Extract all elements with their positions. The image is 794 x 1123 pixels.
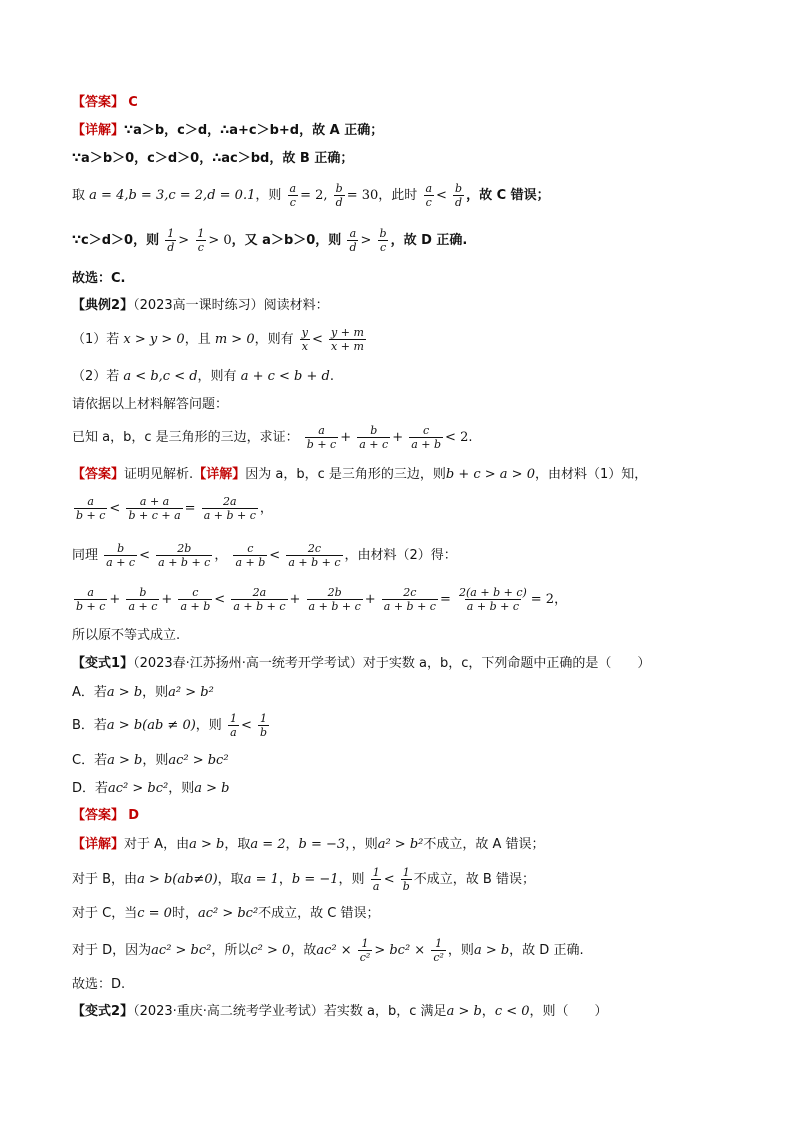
ex1-detail-line-4: ∵c＞d＞0，则 $\frac{1}{d}$ > $\frac{1}{c}$ > 0，又 a＞b＞0，则 $\frac{a}{d}$ > $\frac{b}{c}$ ，故 D 正确. (72, 227, 468, 254)
fraction-1-over-a: $\frac{1}{a}$ (229, 712, 237, 739)
fraction-1-over-c-squared: $\frac{1}{\text{c²}}$ (359, 937, 371, 964)
option-b: B．若a > b(ab ≠ 0)，则 $\frac{1}{a}$ < $\frac{1}{b}$ (72, 712, 268, 739)
fraction-a-over-bc: $\frac{a}{b + c}$ (76, 495, 106, 522)
proof-step-1: $\frac{a}{b + c}$ < $\frac{a + a}{b + c + a}$ = $\frac{2a}{a + b + c}$ ， (76, 495, 273, 522)
example2-source: （2023高一课时练习）阅读材料： (133, 298, 329, 313)
fraction-1-over-d: $\frac{1}{d}$ (167, 227, 175, 254)
ex1-answer-value: C (128, 95, 138, 110)
fraction-b-over-ac: $\frac{b}{a + c}$ (359, 424, 389, 451)
fraction-b-over-ac: $\frac{b}{a + c}$ (128, 586, 158, 613)
proof-conclusion: 所以原不等式成立. (72, 628, 181, 643)
proof-step-2: 同理 $\frac{b}{a + c}$ < $\frac{2b}{a + b + c}$ ， $\frac{c}{a + b}$ < $\frac{2c}{a + b + c}$ ，由材料（2）得： (72, 542, 457, 569)
fraction-1-over-b: $\frac{1}{b}$ (260, 712, 268, 739)
fraction-y-over-x: $\frac{y}{x}$ (301, 326, 308, 353)
fraction-a-over-bc: $\frac{a}{b + c}$ (76, 586, 106, 613)
counterexample-values: a = 4,b = 3,c = 2,d = 0.1 (89, 188, 256, 203)
detail-label: 【详解】 (72, 123, 125, 138)
ex1-detail-text-2: ∵a＞b＞0，c＞d＞0，∴ac＞bd，故 B 正确； (72, 151, 354, 166)
fraction-2a-over-abc: $\frac{2a}{a + b + c}$ (203, 495, 256, 522)
ex1-detail-text-1: ∵a＞b，c＞d，∴a+c＞b+d，故 A 正确； (124, 123, 384, 138)
fraction-a-over-c: $\frac{a}{c}$ (289, 182, 297, 209)
variant1-answer-value: D (128, 808, 139, 823)
variant1-detail-a: 【详解】对于 A，由a > b，取a = 2，b = −3，，则a² > b²不成立，故 A 错误； (72, 837, 545, 852)
variant2-label: 【变式2】 (72, 1004, 134, 1019)
variant2-heading: 【变式2】（2023·重庆·高二统考学业考试）若实数 a，b，c 满足a > b，c < 0，则（ ） (72, 1004, 608, 1019)
fraction-b-over-c: $\frac{b}{c}$ (379, 227, 387, 254)
fraction-2a-over-abc: $\frac{2a}{a + b + c}$ (233, 586, 286, 613)
material-1: （1）若 x > y > 0，且 m > 0，则有 $\frac{y}{x}$ < $\frac{y + m}{x + m}$ (72, 326, 364, 353)
variant1-source: （2023春·江苏扬州·高一统考开学考试）对于实数 a，b，c，下列命题中正确的是（ ） (133, 656, 651, 671)
variant1-conclusion: 故选：D. (72, 977, 126, 992)
fraction-c-over-ab: $\frac{c}{a + b}$ (235, 542, 266, 569)
variant1-detail-b: 对于 B，由a > b(ab≠0)，取a = 1，b = −1，则 $\frac{1}{a}$ < $\frac{1}{b}$ 不成立，故 B 错误； (72, 866, 535, 893)
ex1-detail-line-1 (72, 122, 383, 140)
task-instruction: 请依据以上材料解答问题： (72, 397, 229, 412)
proof-step-3: $\frac{a}{b + c}$ + $\frac{b}{a + c}$ + $\frac{c}{a + b}$ < $\frac{2a}{a + b + c}$ + $\frac{2b}{a + b + c}$ + $\frac{2c}{a + b + c}$ = $\frac{2(a + b + c)}{a + b + c}$ = 2， (76, 586, 568, 613)
answer-label: 【答案】 (72, 808, 125, 823)
fraction-aa-over-bca: $\frac{a + a}{b + c + a}$ (128, 495, 181, 522)
material-2: （2）若 a < b,c < d，则有 a + c < b + d. (72, 369, 334, 384)
option-a: A．若a > b，则a² > b² (72, 685, 214, 700)
fraction-c-over-ab: $\frac{c}{a + b}$ (180, 586, 211, 613)
ex1-detail-line-2 (72, 150, 353, 168)
variant1-detail-d: 对于 D，因为ac² > bc²，所以c² > 0，故ac² × $\frac{1}{\text{c²}}$ > bc² × $\frac{1}{\text{c²}}$ ，则a > b，故 D 正确. (72, 937, 584, 964)
example2-label: 【典例2】 (72, 298, 134, 313)
fraction-1-over-c: $\frac{1}{c}$ (197, 227, 205, 254)
variant1-heading (72, 655, 650, 673)
variant1-label: 【变式1】 (72, 656, 134, 671)
fraction-a-over-bc: $\frac{a}{b + c}$ (306, 424, 337, 451)
answer-label: 【答案】 (72, 467, 125, 482)
fraction-c-over-ab: $\frac{c}{a + b}$ (411, 424, 442, 451)
detail-label: 【详解】 (72, 837, 125, 852)
ex1-answer-line (72, 94, 138, 112)
fraction-2b-over-abc: $\frac{2b}{a + b + c}$ (308, 586, 361, 613)
fraction-1-over-b: $\frac{1}{b}$ (402, 866, 410, 893)
ex1-detail-line-3: 取 a = 4,b = 3,c = 2,d = 0.1，则 $\frac{a}{c}$ = 2, $\frac{b}{d}$ = 30，此时 $\frac{a}{c}$ < $\frac{b}{d}$ ，故 C 错误； (72, 182, 550, 209)
problem-statement: 已知 a，b，c 是三角形的三边，求证： $\frac{a}{b + c}$ + $\frac{b}{a + c}$ + $\frac{c}{a + b}$ < 2. (72, 424, 473, 451)
option-c: C．若a > b，则ac² > bc² (72, 753, 229, 768)
variant2-source: （2023·重庆·高二统考学业考试）若实数 a，b，c 满足 (133, 1004, 447, 1019)
variant1-detail-c: 对于 C，当c = 0时，ac² > bc²不成立，故 C 错误； (72, 906, 380, 921)
fraction-a-over-c: $\frac{a}{c}$ (425, 182, 432, 209)
fraction-a-over-d: $\frac{a}{d}$ (349, 227, 357, 254)
variant1-answer-line (72, 807, 139, 825)
fraction-1-over-a: $\frac{1}{a}$ (372, 866, 380, 893)
option-d: D．若ac² > bc²，则a > b (72, 781, 230, 796)
fraction-sum-over-abc: $\frac{2(a + b + c)}{a + b + c}$ (459, 586, 527, 613)
detail-label: 【详解】 (193, 467, 246, 482)
ex2-answer-line: 【答案】证明见解析.【详解】因为 a，b，c 是三角形的三边，则b + c > a > 0，由材料（1）知， (72, 467, 648, 482)
answer-label: 【答案】 (72, 95, 125, 110)
ex1-conclusion: 故选：C. (72, 271, 126, 286)
fraction-b-over-d: $\frac{b}{d}$ (455, 182, 463, 209)
fraction-2c-over-abc: $\frac{2c}{a + b + c}$ (288, 542, 341, 569)
fraction-ym-over-xm: $\frac{y + m}{x + m}$ (331, 326, 364, 353)
fraction-b-over-ac: $\frac{b}{a + c}$ (106, 542, 136, 569)
fraction-2b-over-abc: $\frac{2b}{a + b + c}$ (158, 542, 211, 569)
fraction-1-over-c-squared: $\frac{1}{\text{c²}}$ (433, 937, 444, 964)
fraction-2c-over-abc: $\frac{2c}{a + b + c}$ (383, 586, 436, 613)
example2-heading (72, 297, 329, 315)
fraction-b-over-d: $\frac{b}{d}$ (335, 182, 343, 209)
